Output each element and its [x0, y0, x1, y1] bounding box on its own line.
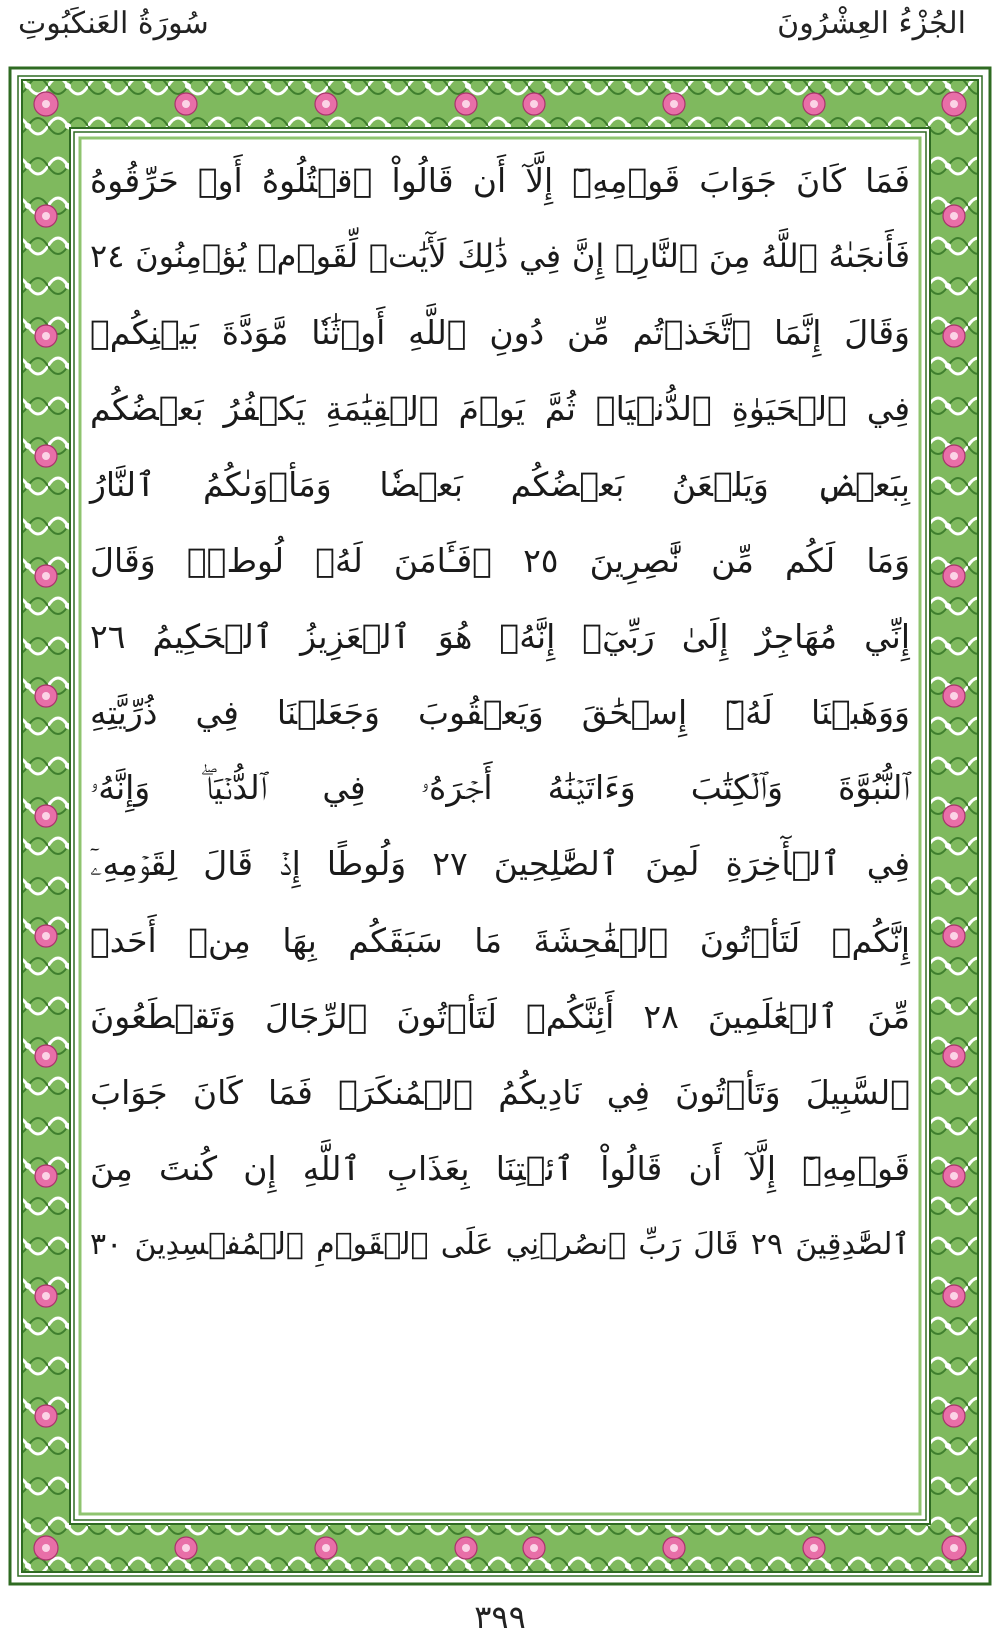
text-line: [84, 1206, 916, 1282]
text-line-content: وَقَالَ إِنَّمَا ٱتَّخَذۡتُم مِّن دُونِ ٱللَّهِ أَوۡثَٰنٗا مَّوَدَّةَ بَيۡنِكُمۡ: [90, 312, 910, 352]
text-line: [84, 902, 916, 978]
text-line: [84, 598, 916, 674]
text-line: [84, 142, 916, 218]
surah-title: سُورَةُ العَنكَبُوتِ: [18, 6, 209, 41]
quran-text-block: [84, 142, 916, 1510]
text-line: [84, 218, 916, 294]
text-line-content: وَوَهَبۡنَا لَهُۥٓ إِسۡحَٰقَ وَيَعۡقُوبَ وَجَعَلۡنَا فِي ذُرِّيَّتِهِ: [90, 692, 910, 732]
text-line: [84, 978, 916, 1054]
text-line-content: ٱلنُّبُوَّةَ وَٱلۡكِتَٰبَ وَءَاتَيۡنَٰهُ أَجۡرَهُۥ فِي ٱلدُّنۡيَاۖ وَإِنَّهُۥ: [90, 768, 910, 807]
ornamental-frame: [8, 66, 992, 1586]
text-line-content: بِبَعۡضٖ وَيَلۡعَنُ بَعۡضُكُم بَعۡضٗا وَمَأۡوَىٰكُمُ ٱلنَّارُ: [90, 464, 910, 504]
text-line: [84, 522, 916, 598]
text-line: [84, 826, 916, 902]
text-line-content: إِنَّكُمۡ لَتَأۡتُونَ ٱلۡفَٰحِشَةَ مَا سَبَقَكُم بِهَا مِنۡ أَحَدٖ: [90, 920, 910, 960]
text-line-content: فَمَا كَانَ جَوَابَ قَوۡمِهِۦٓ إِلَّآ أَن قَالُواْ ٱقۡتُلُوهُ أَوۡ حَرِّقُوهُ: [90, 160, 910, 200]
text-line: [84, 674, 916, 750]
page-number: ٣٩٩: [474, 1598, 526, 1636]
text-line: [84, 750, 916, 826]
text-line-content: ٱلصَّٰدِقِينَ ٢٩ قَالَ رَبِّ ٱنصُرۡنِي عَلَى ٱلۡقَوۡمِ ٱلۡمُفۡسِدِينَ ٣٠: [90, 1226, 910, 1262]
text-line-content: قَوۡمِهِۦٓ إِلَّآ أَن قَالُواْ ٱئۡتِنَا بِعَذَابِ ٱللَّهِ إِن كُنتَ مِنَ: [90, 1148, 910, 1188]
juz-title: الجُزْءُ العِشْرُونَ: [777, 6, 966, 41]
text-line-content: فِي ٱلۡأٓخِرَةِ لَمِنَ ٱلصَّٰلِحِينَ ٢٧ وَلُوطًا إِذۡ قَالَ لِقَوۡمِهِۦٓ: [90, 844, 910, 883]
text-line-content: فِي ٱلۡحَيَوٰةِ ٱلدُّنۡيَاۖ ثُمَّ يَوۡمَ ٱلۡقِيَٰمَةِ يَكۡفُرُ بَعۡضُكُم: [90, 388, 910, 428]
text-line-content: ٱلسَّبِيلَ وَتَأۡتُونَ فِي نَادِيكُمُ ٱلۡمُنكَرَۖ فَمَا كَانَ جَوَابَ: [90, 1072, 910, 1112]
page-header: [0, 0, 1000, 64]
text-line: [84, 1054, 916, 1130]
text-line-content: فَأَنجَىٰهُ ٱللَّهُ مِنَ ٱلنَّارِۚ إِنَّ فِي ذَٰلِكَ لَأٓيَٰتٖ لِّقَوۡمٖ يُؤۡمِنُونَ ٢٤: [90, 237, 910, 275]
text-line: [84, 370, 916, 446]
text-line: [84, 1130, 916, 1206]
text-line: [84, 294, 916, 370]
text-line-content: إِنِّي مُهَاجِرٌ إِلَىٰ رَبِّيٓۖ إِنَّهُۥ هُوَ ٱلۡعَزِيزُ ٱلۡحَكِيمُ ٢٦: [90, 616, 910, 656]
text-line: [84, 446, 916, 522]
text-line-content: وَمَا لَكُم مِّن نَّٰصِرِينَ ٢٥ ۞فَـَٔامَنَ لَهُۥ لُوطٞۘ وَقَالَ: [90, 540, 911, 580]
text-line-content: مِّنَ ٱلۡعَٰلَمِينَ ٢٨ أَئِنَّكُمۡ لَتَأۡتُونَ ٱلرِّجَالَ وَتَقۡطَعُونَ: [90, 996, 910, 1036]
